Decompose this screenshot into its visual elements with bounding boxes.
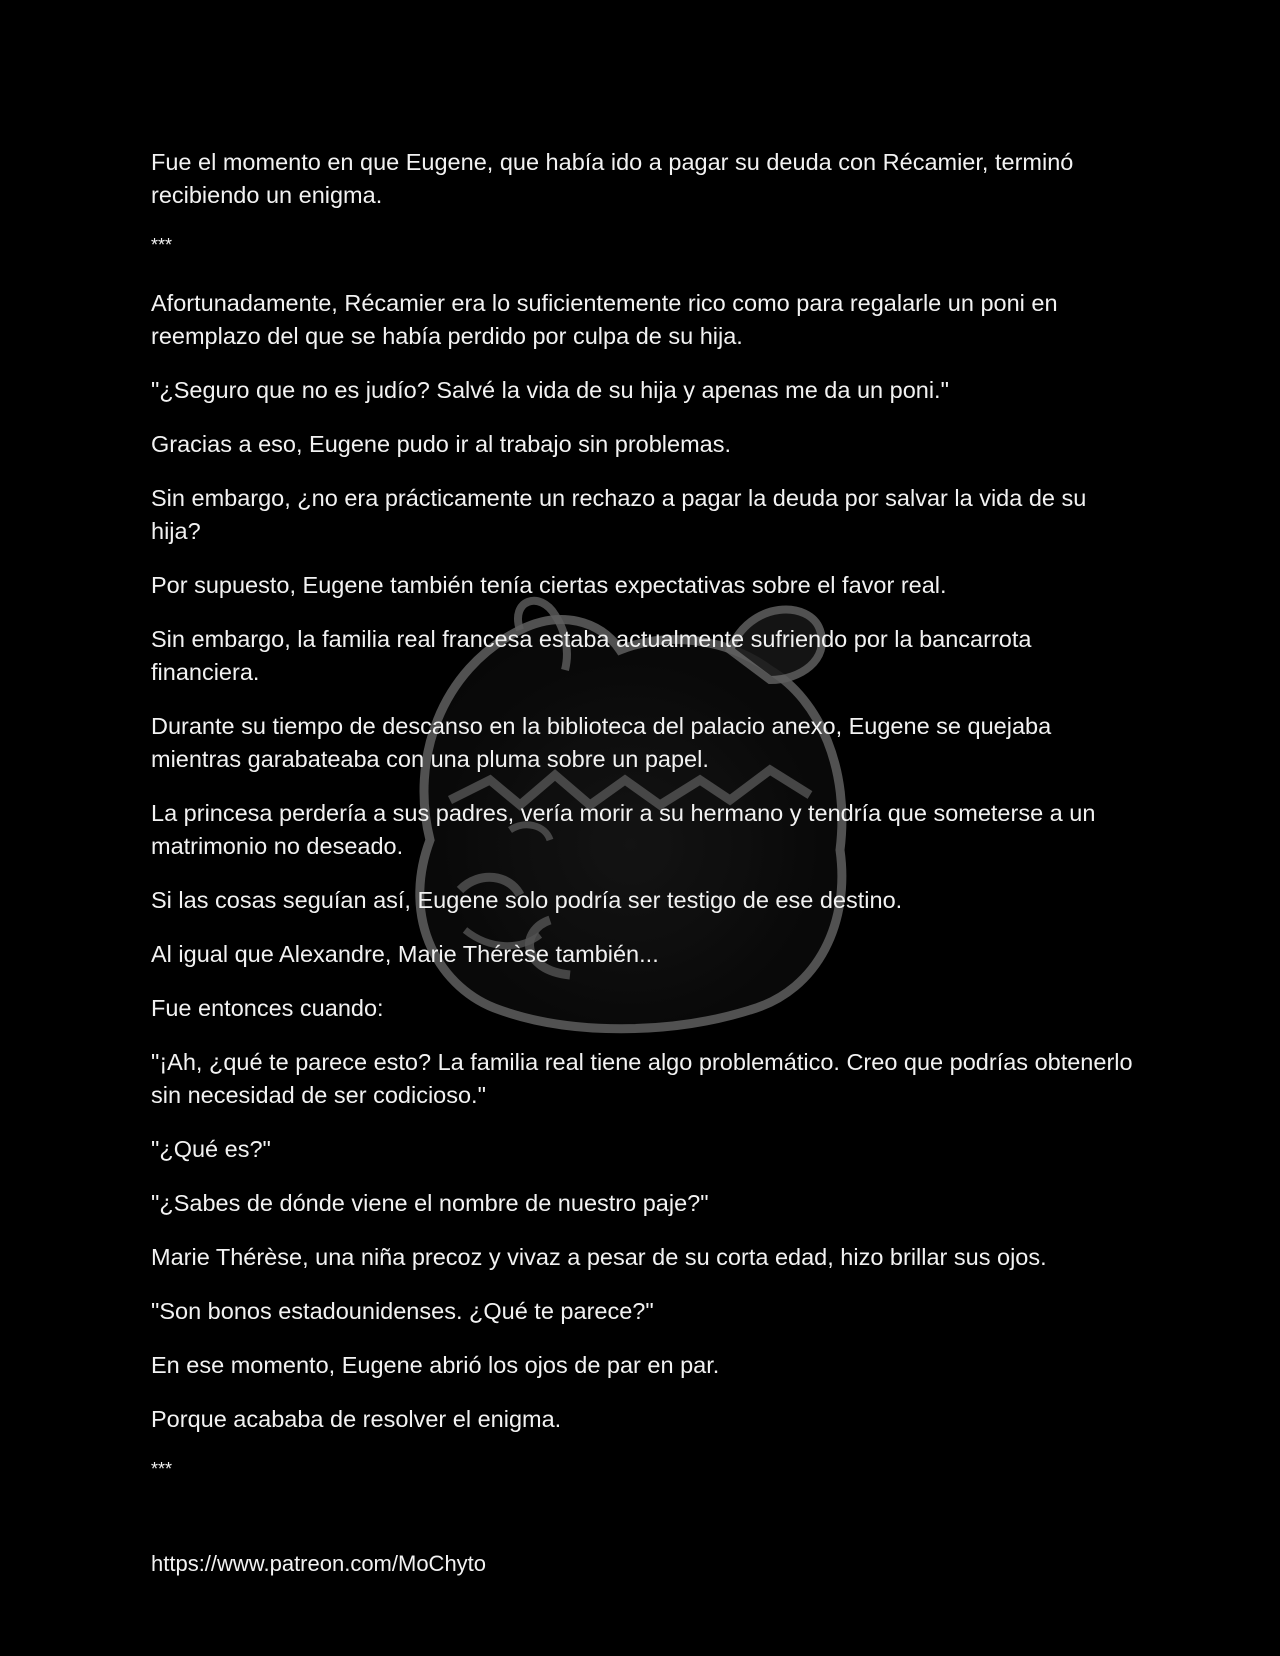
paragraph: Fue el momento en que Eugene, que había ido a pagar su deuda con Récamier, terminó recibiendo un enigma. — [151, 149, 1074, 208]
paragraph: Porque acababa de resolver el enigma. — [151, 1406, 562, 1432]
paragraph: Si las cosas seguían así, Eugene solo podría ser testigo de ese destino. — [151, 887, 903, 913]
patreon-link[interactable]: https://www.patreon.com/MoChyto — [151, 1551, 487, 1576]
paragraph: Sin embargo, la familia real francesa estaba actualmente sufriendo por la bancarrota financiera. — [151, 626, 1032, 685]
paragraph: Por supuesto, Eugene también tenía ciertas expectativas sobre el favor real. — [151, 572, 947, 598]
paragraph: "¿Seguro que no es judío? Salvé la vida de su hija y apenas me da un poni." — [151, 377, 949, 403]
paragraph: "¡Ah, ¿qué te parece esto? La familia real tiene algo problemático. Creo que podrías obtenerlo sin necesidad de ser codicioso." — [151, 1049, 1133, 1108]
paragraph: En ese momento, Eugene abrió los ojos de par en par. — [151, 1352, 720, 1378]
scene-separator: *** — [151, 235, 173, 255]
paragraph: La princesa perdería a sus padres, vería morir a su hermano y tendría que someterse a un matrimonio no deseado. — [151, 800, 1096, 859]
paragraph: Marie Thérèse, una niña precoz y vivaz a pesar de su corta edad, hizo brillar sus ojos. — [151, 1244, 1047, 1270]
paragraph: "¿Qué es?" — [151, 1136, 271, 1162]
paragraph: "¿Sabes de dónde viene el nombre de nuestro paje?" — [151, 1190, 709, 1216]
paragraph: Gracias a eso, Eugene pudo ir al trabajo sin problemas. — [151, 431, 731, 457]
paragraph: Al igual que Alexandre, Marie Thérèse también... — [151, 941, 659, 967]
paragraph: Fue entonces cuando: — [151, 995, 384, 1021]
paragraph: Afortunadamente, Récamier era lo suficientemente rico como para regalarle un poni en reemplazo del que se había perdido por culpa de su hija. — [151, 290, 1058, 349]
paragraph: Sin embargo, ¿no era prácticamente un rechazo a pagar la deuda por salvar la vida de su hija? — [151, 485, 1087, 544]
scene-separator: *** — [151, 1459, 173, 1479]
paragraph: Durante su tiempo de descanso en la biblioteca del palacio anexo, Eugene se quejaba mientras garabateaba con una pluma sobre un papel. — [151, 713, 1052, 772]
paragraph: "Son bonos estadounidenses. ¿Qué te parece?" — [151, 1298, 654, 1324]
document-body — [151, 146, 1141, 1511]
